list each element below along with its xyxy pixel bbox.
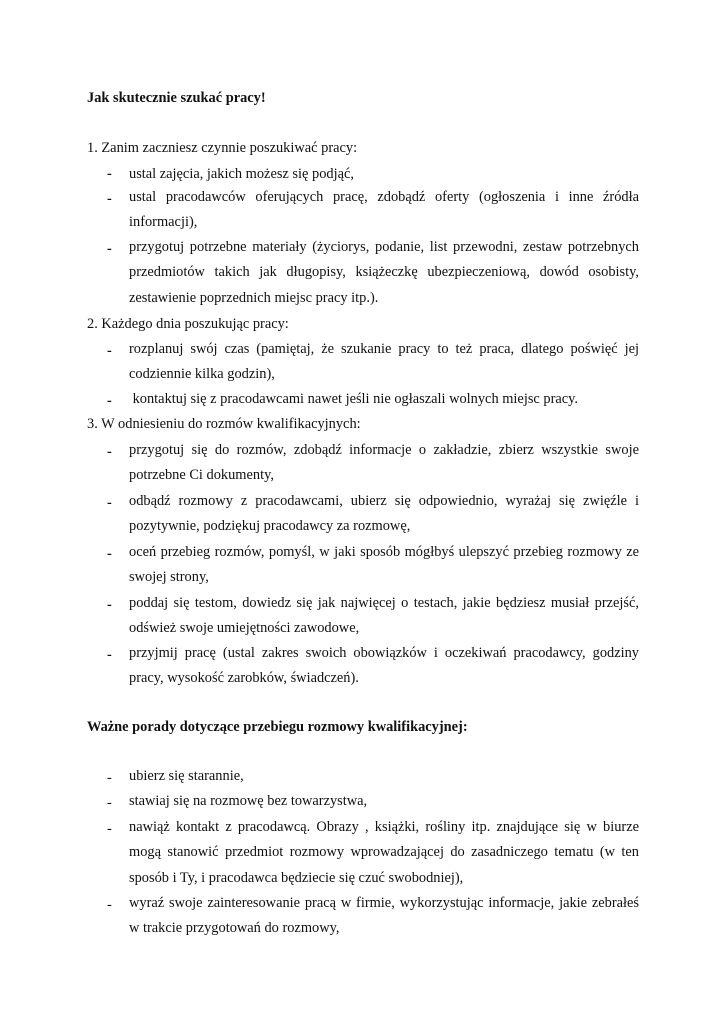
list-bullet: - [107, 795, 112, 811]
list-bullet: - [107, 393, 112, 409]
list-bullet: - [107, 897, 112, 913]
list-bullet: - [107, 343, 112, 359]
list-bullet: - [107, 166, 112, 182]
section-1-heading: 1. Zanim zaczniesz czynnie poszukiwać pracy: [87, 140, 358, 156]
list-item: nawiąż kontakt z pracodawcą. Obrazy , książki, rośliny itp. znajdujące się w biurze mogą stanowić przedmiot rozmowy wprowadzającej do zasadniczego tematu (w ten sposób i Ty, i pracodawca będziecie się czuć swobodniej), [129, 819, 639, 886]
list-bullet: - [107, 444, 112, 460]
list-bullet: - [107, 597, 112, 613]
list-item: ubierz się starannie, [129, 768, 244, 784]
list-item: stawiaj się na rozmowę bez towarzystwa, [129, 793, 368, 809]
list-item: oceń przebieg rozmów, pomyśl, w jaki sposób mógłbyś ulepszyć przebieg rozmowy ze swojej strony, [129, 544, 639, 586]
list-item: rozplanuj swój czas (pamiętaj, że szukanie pracy to też praca, dlatego poświęć jej codziennie kilka godzin), [129, 341, 639, 383]
list-bullet: - [107, 770, 112, 786]
list-item: ustal pracodawców oferujących pracę, zdobądź oferty (ogłoszenia i inne źródła informacji), [129, 189, 639, 231]
list-item: przygotuj potrzebne materiały (życiorys, podanie, list przewodni, zestaw potrzebnych przedmiotów takich jak długopisy, książeczkę ubezpieczeniową, dowód osobisty, zestawienie poprzednich miejsc pracy itp.). [129, 239, 639, 306]
section-3-heading: 3. W odniesieniu do rozmów kwalifikacyjnych: [87, 416, 361, 432]
list-bullet: - [107, 647, 112, 663]
list-bullet: - [107, 495, 112, 511]
list-bullet: - [107, 821, 112, 837]
list-item: wyraź swoje zainteresowanie pracą w firmie, wykorzystując informacje, jakie zebrałeś w trakcie przygotowań do rozmowy, [129, 895, 639, 937]
section-2-heading: 2. Każdego dnia poszukując pracy: [87, 316, 289, 332]
list-item: przygotuj się do rozmów, zdobądź informacje o zakładzie, zbierz wszystkie swoje potrzebne Ci dokumenty, [129, 442, 639, 484]
list-item: ustal zajęcia, jakich możesz się podjąć, [129, 166, 354, 182]
advice-heading: Ważne porady dotyczące przebiegu rozmowy kwalifikacyjnej: [87, 719, 468, 735]
list-item: poddaj się testom, dowiedz się jak najwięcej o testach, jakie będziesz musiał przejść, odśwież swoje umiejętności zawodowe, [129, 595, 639, 637]
document-title: Jak skutecznie szukać pracy! [87, 90, 266, 106]
list-item: odbądź rozmowy z pracodawcami, ubierz się odpowiednio, wyrażaj się zwięźle i pozytywnie, podziękuj pracodawcy za rozmowę, [129, 493, 639, 535]
list-item: przyjmij pracę (ustal zakres swoich obowiązków i oczekiwań pracodawcy, godziny pracy, wysokość zarobków, świadczeń). [129, 645, 639, 687]
list-item: kontaktuj się z pracodawcami nawet jeśli nie ogłaszali wolnych miejsc pracy. [129, 391, 579, 407]
list-bullet: - [107, 546, 112, 562]
list-bullet: - [107, 241, 112, 257]
list-bullet: - [107, 191, 112, 207]
